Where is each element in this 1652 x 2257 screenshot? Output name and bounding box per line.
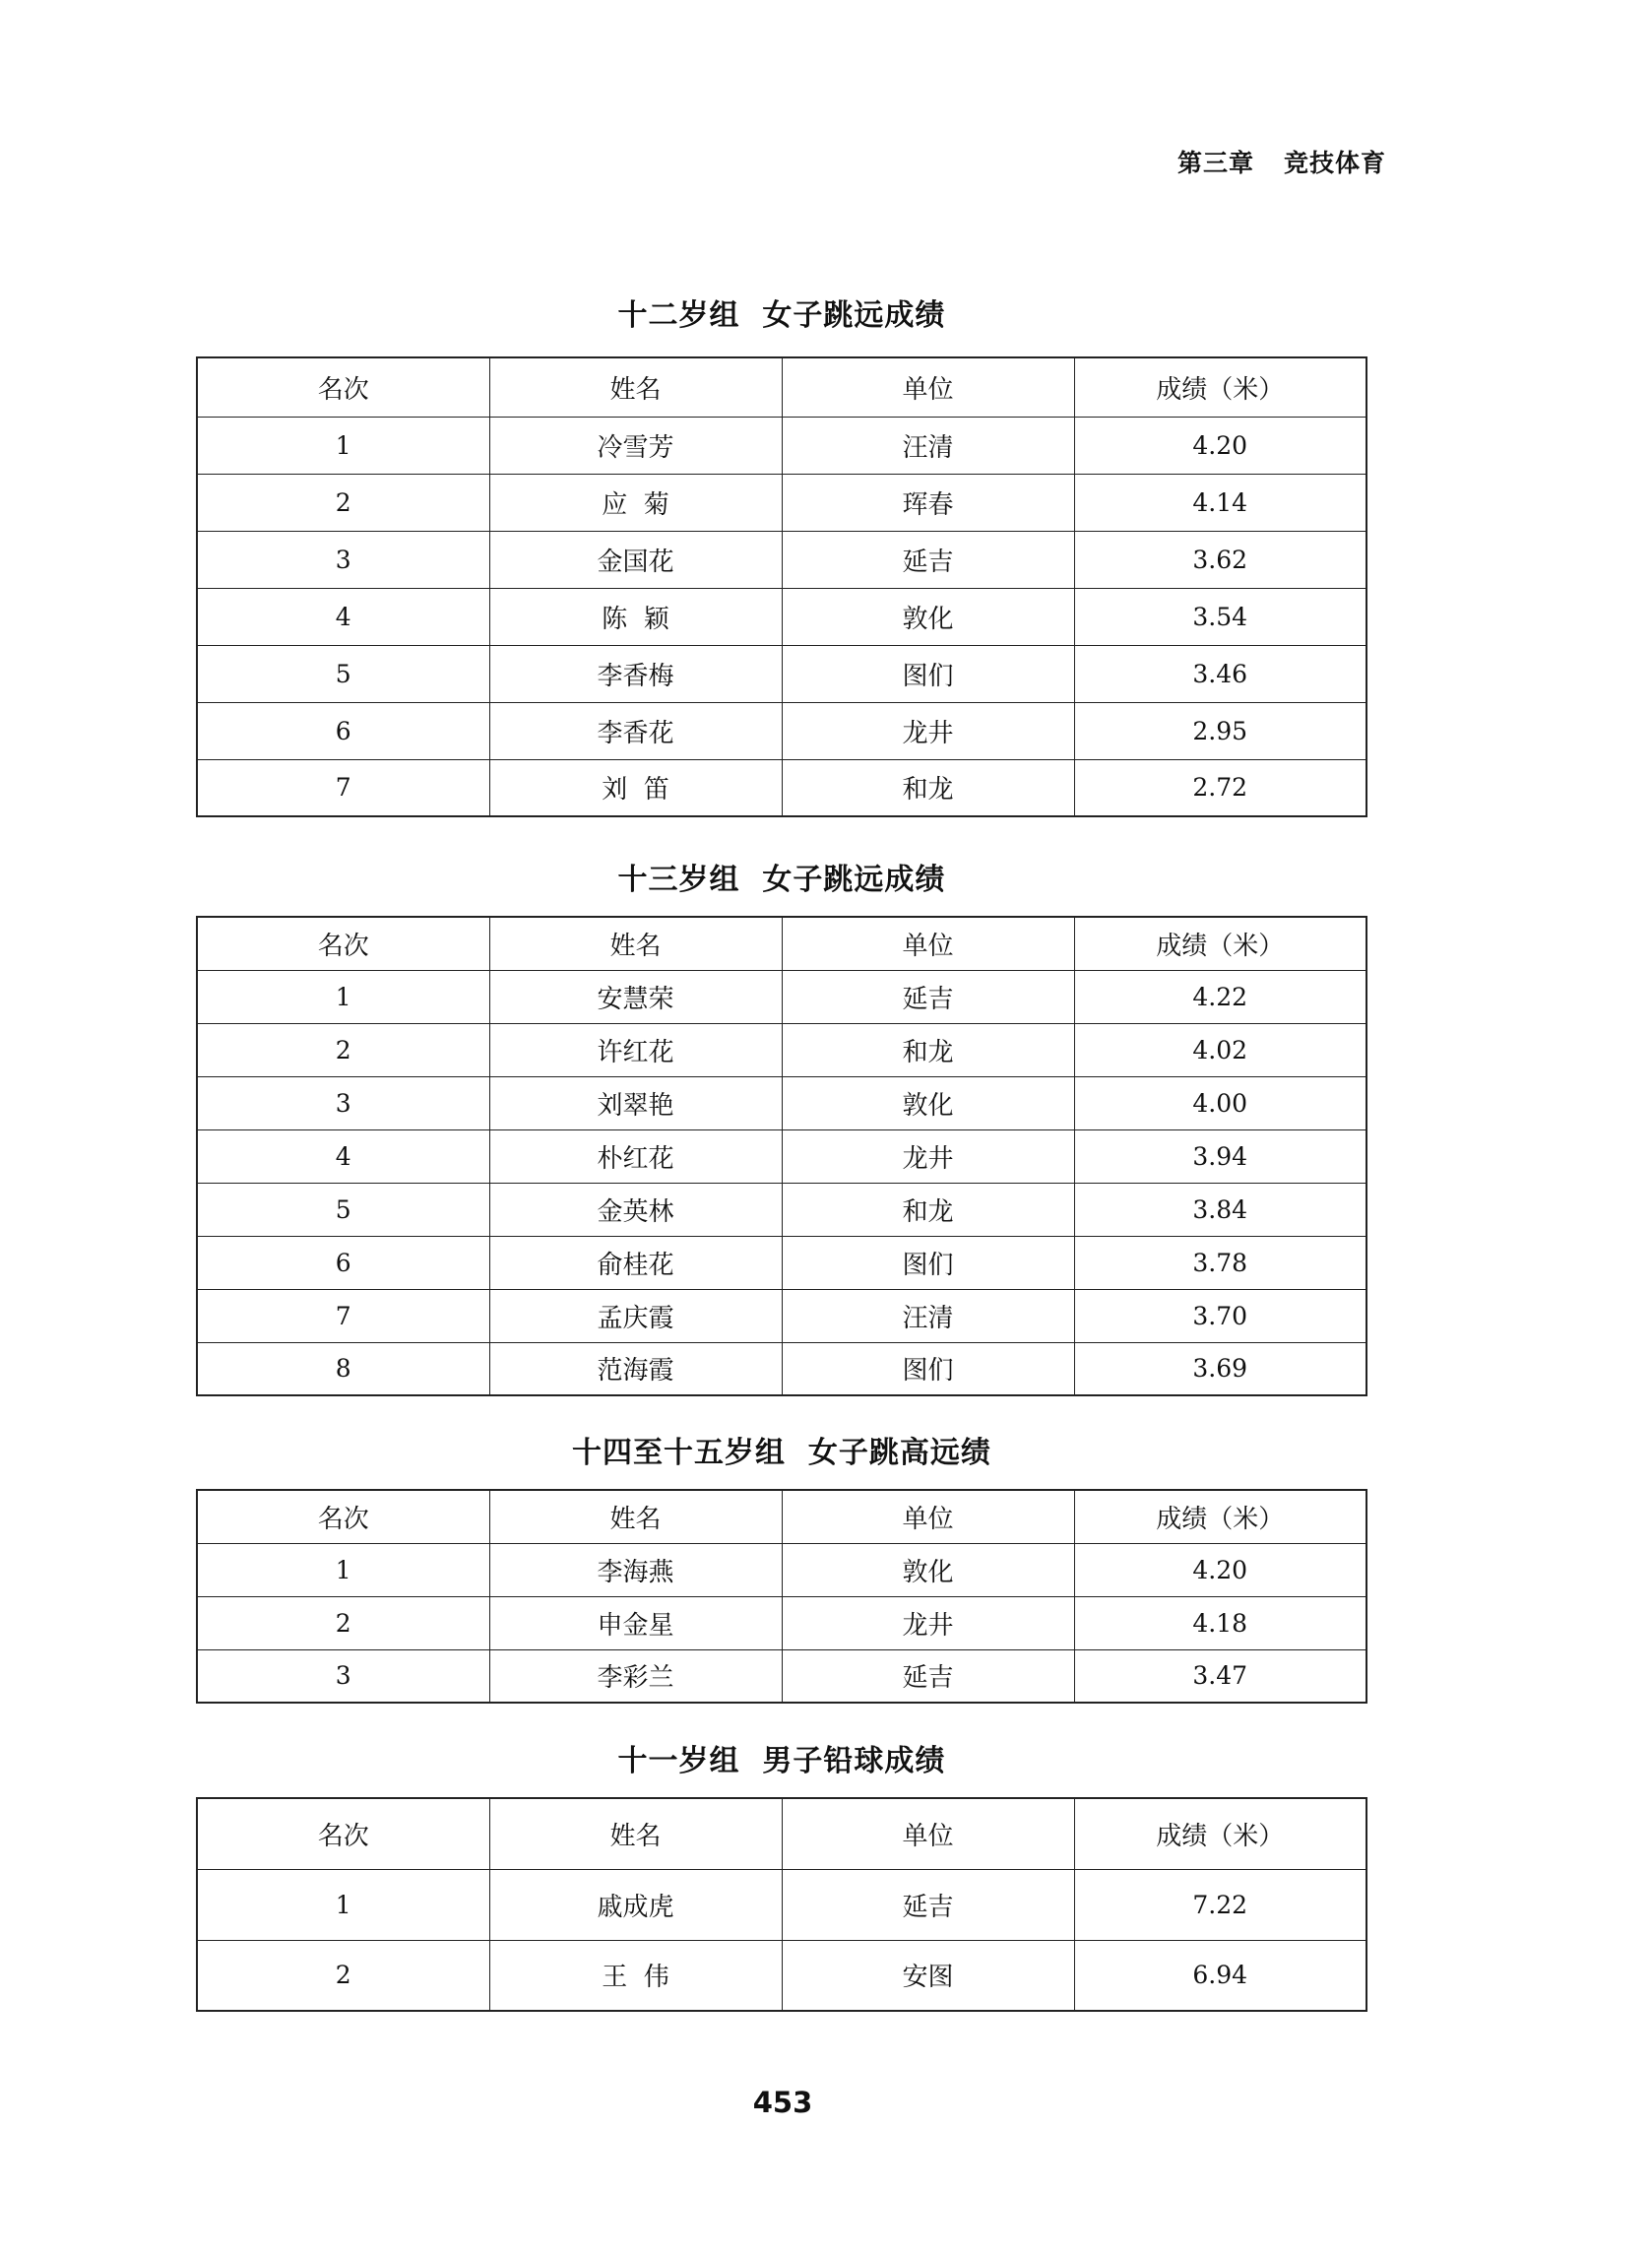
cell-name: 戚成虎 (489, 1869, 782, 1940)
cell-score: 3.84 (1074, 1183, 1366, 1236)
results-section-12-girls-long-jump (196, 291, 1367, 817)
cell-rank: 8 (197, 1342, 489, 1395)
cell-unit: 珲春 (782, 474, 1074, 531)
column-header-score: 成绩（米） (1074, 1490, 1366, 1543)
cell-unit: 和龙 (782, 1023, 1074, 1076)
table-row (197, 645, 1366, 702)
cell-rank: 1 (197, 417, 489, 474)
cell-name: 冷雪芳 (489, 417, 782, 474)
cell-score: 4.18 (1074, 1596, 1366, 1649)
cell-name: 俞桂花 (489, 1236, 782, 1289)
column-header-unit: 单位 (782, 1490, 1074, 1543)
results-table (196, 356, 1367, 817)
cell-score: 3.47 (1074, 1649, 1366, 1703)
cell-name: 安慧荣 (489, 970, 782, 1023)
cell-unit: 延吉 (782, 531, 1074, 588)
cell-score: 3.46 (1074, 645, 1366, 702)
cell-rank: 1 (197, 1543, 489, 1596)
table-row (197, 1649, 1366, 1703)
table-row (197, 1869, 1366, 1940)
cell-name: 陈 颖 (489, 588, 782, 645)
cell-rank: 6 (197, 702, 489, 759)
cell-rank: 3 (197, 531, 489, 588)
page-number: 453 (752, 2086, 813, 2119)
cell-rank: 4 (197, 588, 489, 645)
cell-score: 2.95 (1074, 702, 1366, 759)
table-header-row (197, 1798, 1366, 1869)
table-row (197, 474, 1366, 531)
cell-score: 7.22 (1074, 1869, 1366, 1940)
cell-name: 范海霞 (489, 1342, 782, 1395)
cell-unit: 安图 (782, 1940, 1074, 2011)
table-row (197, 702, 1366, 759)
column-header-rank: 名次 (197, 357, 489, 417)
table-row (197, 1596, 1366, 1649)
cell-unit: 敦化 (782, 1543, 1074, 1596)
cell-rank: 5 (197, 1183, 489, 1236)
cell-score: 3.70 (1074, 1289, 1366, 1342)
table-row (197, 417, 1366, 474)
cell-unit: 图们 (782, 1236, 1074, 1289)
table-row (197, 1023, 1366, 1076)
results-section-14-15-girls (196, 1430, 1367, 1704)
cell-rank: 3 (197, 1076, 489, 1129)
cell-score: 4.20 (1074, 417, 1366, 474)
table-header-row (197, 917, 1366, 970)
cell-score: 4.14 (1074, 474, 1366, 531)
cell-rank: 5 (197, 645, 489, 702)
cell-rank: 7 (197, 759, 489, 816)
table-row (197, 1289, 1366, 1342)
cell-unit: 和龙 (782, 1183, 1074, 1236)
cell-name: 王 伟 (489, 1940, 782, 2011)
section-title: 十二岁组 女子跳远成绩 (617, 298, 946, 333)
cell-name: 许红花 (489, 1023, 782, 1076)
cell-name: 李香花 (489, 702, 782, 759)
cell-score: 4.22 (1074, 970, 1366, 1023)
cell-name: 应 菊 (489, 474, 782, 531)
cell-name: 李香梅 (489, 645, 782, 702)
cell-name: 朴红花 (489, 1129, 782, 1183)
column-header-rank: 名次 (197, 1798, 489, 1869)
section-title: 十四至十五岁组 女子跳高远绩 (572, 1436, 991, 1470)
cell-score: 3.78 (1074, 1236, 1366, 1289)
column-header-score: 成绩（米） (1074, 357, 1366, 417)
cell-rank: 2 (197, 1596, 489, 1649)
cell-score: 3.94 (1074, 1129, 1366, 1183)
table-row (197, 1183, 1366, 1236)
cell-rank: 6 (197, 1236, 489, 1289)
cell-rank: 1 (197, 970, 489, 1023)
cell-rank: 2 (197, 1940, 489, 2011)
table-row (197, 1236, 1366, 1289)
results-table (196, 1489, 1367, 1704)
table-row (197, 1940, 1366, 2011)
column-header-name: 姓名 (489, 1490, 782, 1543)
cell-score: 3.69 (1074, 1342, 1366, 1395)
column-header-score: 成绩（米） (1074, 917, 1366, 970)
cell-unit: 龙井 (782, 702, 1074, 759)
table-row (197, 1129, 1366, 1183)
cell-unit: 延吉 (782, 970, 1074, 1023)
results-table (196, 916, 1367, 1396)
cell-name: 金英林 (489, 1183, 782, 1236)
table-row (197, 1076, 1366, 1129)
cell-unit: 汪清 (782, 417, 1074, 474)
cell-rank: 2 (197, 474, 489, 531)
cell-unit: 汪清 (782, 1289, 1074, 1342)
cell-score: 4.02 (1074, 1023, 1366, 1076)
cell-rank: 2 (197, 1023, 489, 1076)
cell-score: 3.54 (1074, 588, 1366, 645)
table-header-row (197, 1490, 1366, 1543)
results-section-13-girls-long-jump (196, 857, 1367, 1396)
running-head (1177, 144, 1386, 179)
column-header-unit: 单位 (782, 917, 1074, 970)
cell-unit: 图们 (782, 645, 1074, 702)
cell-name: 申金星 (489, 1596, 782, 1649)
chapter-subject: 竞技体育 (1283, 149, 1386, 177)
cell-score: 4.20 (1074, 1543, 1366, 1596)
table-row (197, 1543, 1366, 1596)
cell-name: 李海燕 (489, 1543, 782, 1596)
cell-name: 刘 笛 (489, 759, 782, 816)
section-title: 十一岁组 男子铅球成绩 (617, 1744, 946, 1778)
cell-rank: 1 (197, 1869, 489, 1940)
column-header-unit: 单位 (782, 357, 1074, 417)
cell-score: 2.72 (1074, 759, 1366, 816)
cell-unit: 敦化 (782, 588, 1074, 645)
table-row (197, 531, 1366, 588)
table-row (197, 759, 1366, 816)
cell-unit: 龙井 (782, 1129, 1074, 1183)
results-table (196, 1797, 1367, 2012)
table-row (197, 588, 1366, 645)
table-header-row (197, 357, 1366, 417)
chapter-label: 第三章 (1176, 149, 1254, 177)
table-row (197, 1342, 1366, 1395)
cell-name: 刘翠艳 (489, 1076, 782, 1129)
cell-unit: 延吉 (782, 1869, 1074, 1940)
cell-score: 4.00 (1074, 1076, 1366, 1129)
cell-name: 金国花 (489, 531, 782, 588)
column-header-unit: 单位 (782, 1798, 1074, 1869)
table-row (197, 970, 1366, 1023)
cell-unit: 延吉 (782, 1649, 1074, 1703)
cell-rank: 7 (197, 1289, 489, 1342)
column-header-score: 成绩（米） (1074, 1798, 1366, 1869)
cell-unit: 图们 (782, 1342, 1074, 1395)
column-header-rank: 名次 (197, 1490, 489, 1543)
section-title: 十三岁组 女子跳远成绩 (617, 863, 946, 897)
column-header-rank: 名次 (197, 917, 489, 970)
cell-unit: 和龙 (782, 759, 1074, 816)
cell-unit: 敦化 (782, 1076, 1074, 1129)
column-header-name: 姓名 (489, 1798, 782, 1869)
cell-name: 孟庆霞 (489, 1289, 782, 1342)
cell-score: 6.94 (1074, 1940, 1366, 2011)
column-header-name: 姓名 (489, 917, 782, 970)
cell-rank: 4 (197, 1129, 489, 1183)
cell-score: 3.62 (1074, 531, 1366, 588)
cell-unit: 龙井 (782, 1596, 1074, 1649)
column-header-name: 姓名 (489, 357, 782, 417)
results-section-11-boys-shot-put (196, 1738, 1367, 2012)
cell-rank: 3 (197, 1649, 489, 1703)
cell-name: 李彩兰 (489, 1649, 782, 1703)
